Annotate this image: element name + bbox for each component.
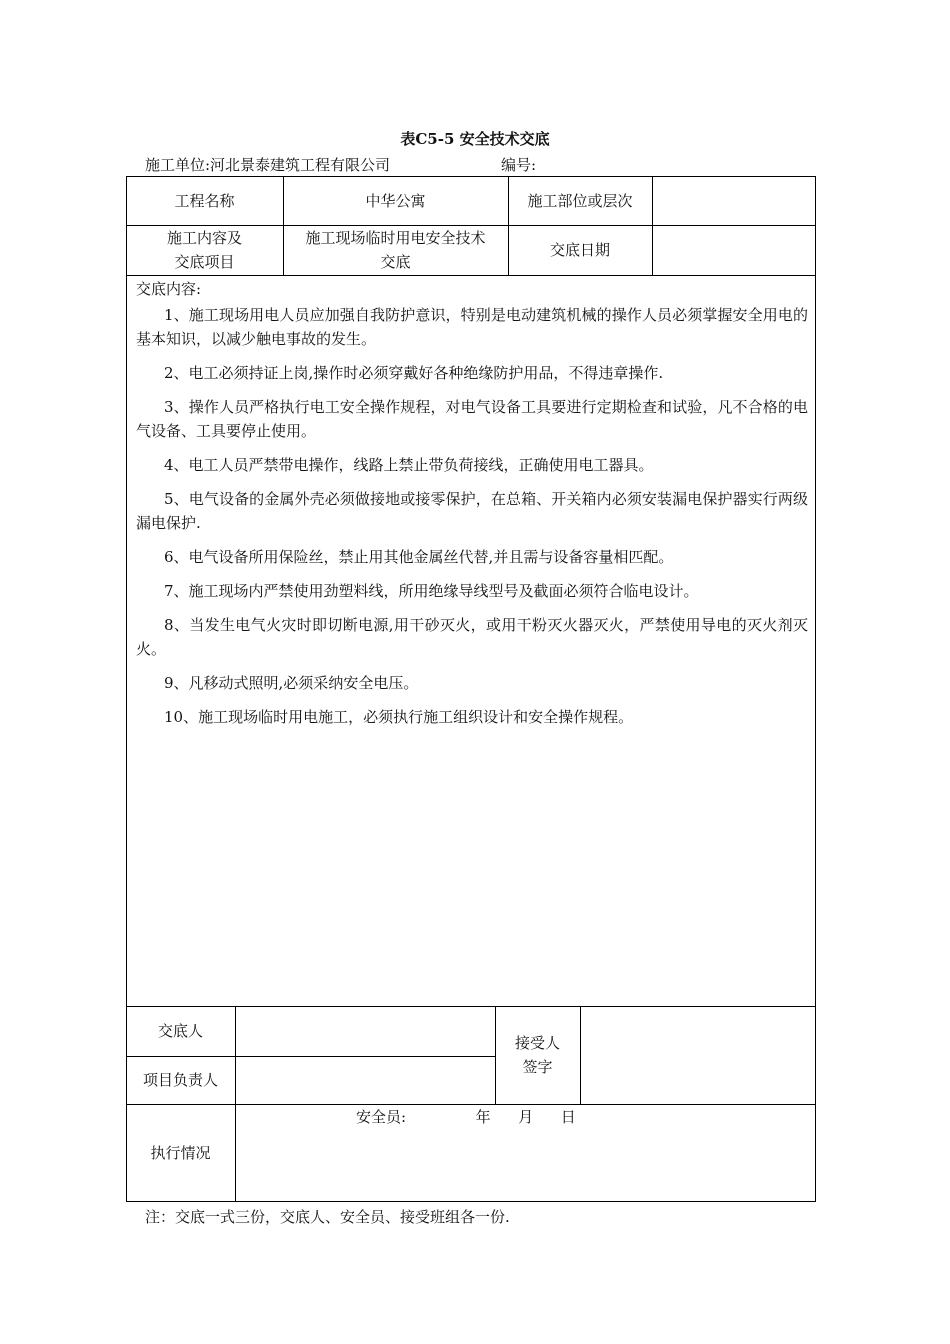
disclosure-item: 10、施工现场临时用电施工，必须执行施工组织设计和安全操作规程。 — [164, 708, 634, 726]
manager-label — [126, 1056, 235, 1104]
receiver-label-line1: 接受人 — [514, 1034, 560, 1052]
content-value-line2: 交底 — [380, 253, 411, 271]
receiver-label — [495, 1006, 580, 1104]
content-value — [283, 225, 508, 275]
safety-officer-label: 安全员: — [356, 1108, 407, 1126]
disclosure-item: 1、施工现场用电人员应加强自我防护意识，特别是电动建筑机械的操作人员必须掌握安全用电的基本知识，以减少触电事故的发生。 — [136, 306, 808, 348]
disclosure-lead: 交底内容: — [136, 280, 202, 298]
footer-note: 注：交底一式三份，交底人、安全员、接受班组各一份. — [145, 1208, 510, 1226]
receiver-signature-field[interactable] — [580, 1006, 816, 1104]
month-label: 月 — [518, 1108, 534, 1126]
discloser-label — [126, 1006, 235, 1056]
disclosure-item: 4、电工人员严禁带电操作，线路上禁止带负荷接线，正确使用电工器具。 — [164, 456, 654, 474]
project-name-label — [126, 176, 283, 225]
manager-signature-field[interactable] — [235, 1056, 495, 1104]
content-label-line1: 施工内容及 — [166, 229, 242, 247]
content-value-line1: 施工现场临时用电安全技术 — [305, 229, 486, 247]
location-label-text: 施工部位或层次 — [527, 191, 633, 210]
content-label — [126, 225, 283, 275]
discloser-signature-field[interactable] — [235, 1006, 495, 1056]
execution-label — [126, 1104, 235, 1202]
day-label: 日 — [560, 1108, 576, 1126]
content-label-line2: 交底项目 — [174, 253, 235, 271]
manager-label-text: 项目负责人 — [142, 1071, 218, 1089]
location-value[interactable] — [652, 176, 816, 225]
project-name-value-text: 中华公寓 — [365, 191, 426, 210]
discloser-label-text: 交底人 — [157, 1022, 203, 1040]
disclosure-item: 5、电气设备的金属外壳必须做接地或接零保护，在总箱、开关箱内必须安装漏电保护器实行两级漏电保护. — [136, 490, 808, 532]
execution-label-text: 执行情况 — [150, 1144, 211, 1162]
disclosure-item: 2、电工必须持证上岗,操作时必须穿戴好各种绝缘防护用品，不得违章操作. — [164, 364, 664, 382]
form-meta — [145, 154, 845, 174]
disclosure-item: 9、凡移动式照明,必须采纳安全电压。 — [164, 674, 419, 692]
location-label — [508, 176, 652, 225]
receiver-label-line2: 签字 — [522, 1058, 553, 1076]
date-label — [508, 225, 652, 275]
disclosure-item: 8、当发生电气火灾时即切断电源,用干砂灭火，或用干粉灭火器灭火，严禁使用导电的灭火剂灭火。 — [136, 616, 808, 658]
disclosure-item: 3、操作人员严格执行电工安全操作规程，对电气设备工具要进行定期检查和试验，凡不合格的电气设备、工具要停止使用。 — [136, 398, 808, 440]
table-rule — [126, 275, 816, 276]
disclosure-content — [136, 277, 808, 739]
disclosure-item: 6、电气设备所用保险丝，禁止用其他金属丝代替,并且需与设备容量相匹配。 — [164, 548, 674, 566]
date-value[interactable] — [652, 225, 816, 275]
year-label: 年 — [475, 1108, 491, 1126]
execution-signoff — [356, 1106, 580, 1127]
form-title: 表C5-5 安全技术交底 — [400, 130, 550, 148]
date-label-text: 交底日期 — [549, 241, 610, 259]
project-name-label-text: 工程名称 — [174, 191, 235, 210]
project-name-value — [283, 176, 508, 225]
disclosure-item: 7、施工现场内严禁使用劲塑料线，所用绝缘导线型号及截面必须符合临电设计。 — [164, 582, 699, 600]
construction-unit: 施工单位:河北景泰建筑工程有限公司 — [145, 156, 391, 174]
form-number: 编号: — [501, 156, 537, 174]
